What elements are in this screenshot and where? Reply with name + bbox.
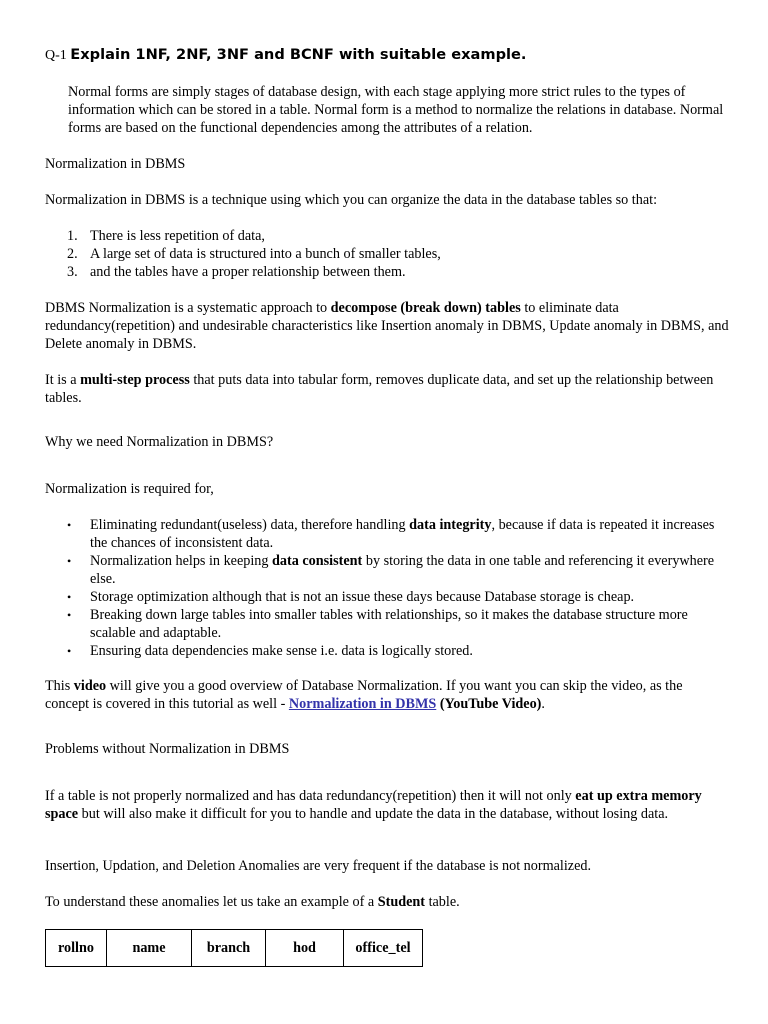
list-item: • Breaking down large tables into smaller tables with relationships, so it makes the database structure more scalable and adaptable. [67,607,688,641]
paragraph-anomalies: Insertion, Updation, and Deletion Anomalies are very frequent if the database is not normalized. [45,858,592,874]
question-title [45,46,526,65]
intro-paragraph: Normal forms are simply stages of database design, with each stage applying more strict rules to the types of information which can be stored in a table. Normal form is a method to normalize the relations in database. Normal forms are based on the functional dependencies among the attributes of a relation. [68,84,724,136]
list-item: • Ensuring data dependencies make sense i.e. data is logically stored. [67,643,473,659]
required-for: Normalization is required for, [45,481,214,497]
paragraph-approach: DBMS Normalization is a systematic approach to decompose (break down) tables to eliminate data redundancy(repetition) and undesirable characteristics like Insertion anomaly in DBMS, Update anomaly in DBMS, and Delete anomaly in DBMS. [45,300,729,352]
paragraph-video: This video will give you a good overview of Database Normalization. If you want you can skip the video, as the concept is covered in this tutorial as well - Normalization in DBMS (YouTube Video). [45,678,683,712]
heading-problems: Problems without Normalization in DBMS [45,741,290,757]
heading-normalization: Normalization in DBMS [45,156,186,172]
bullet-list [45,516,720,660]
list-item: • Eliminating redundant(useless) data, therefore handling data integrity, because if data is repeated it increases the chances of inconsistent data. [67,517,715,551]
question-number: Q-1 [45,48,67,63]
list-item: 1. There is less repetition of data, [67,228,265,244]
list-item: • Normalization helps in keeping data consistent by storing the data in one table and referencing it everywhere else. [67,553,715,587]
list-item: • Storage optimization although that is not an issue these days because Database storage is cheap. [67,589,635,605]
column-header: office_tel [344,930,423,967]
student-table [45,929,423,967]
column-header: name [107,930,192,967]
ordered-list [45,227,735,281]
column-header: hod [266,930,344,967]
list-item: 3. and the tables have a proper relationship between them. [67,264,406,280]
table-header-row [46,930,423,967]
question-text: Explain 1NF, 2NF, 3NF and BCNF with suitable example. [70,46,527,63]
normalization-definition: Normalization in DBMS is a technique using which you can organize the data in the database tables so that: [45,192,658,208]
paragraph-example: To understand these anomalies let us take an example of a Student table. [45,894,460,910]
column-header: rollno [46,930,107,967]
heading-why: Why we need Normalization in DBMS? [45,434,274,450]
paragraph-redundancy: If a table is not properly normalized and has data redundancy(repetition) then it will not only eat up extra memory space but will also make it difficult for you to handle and update the data in the database, without losing data. [45,788,702,822]
paragraph-multistep: It is a multi-step process that puts data into tabular form, removes duplicate data, and set up the relationship between tables. [45,372,714,406]
list-item: 2. A large set of data is structured into a bunch of smaller tables, [67,246,441,262]
youtube-link[interactable]: Normalization in DBMS [288,696,437,712]
column-header: branch [192,930,266,967]
